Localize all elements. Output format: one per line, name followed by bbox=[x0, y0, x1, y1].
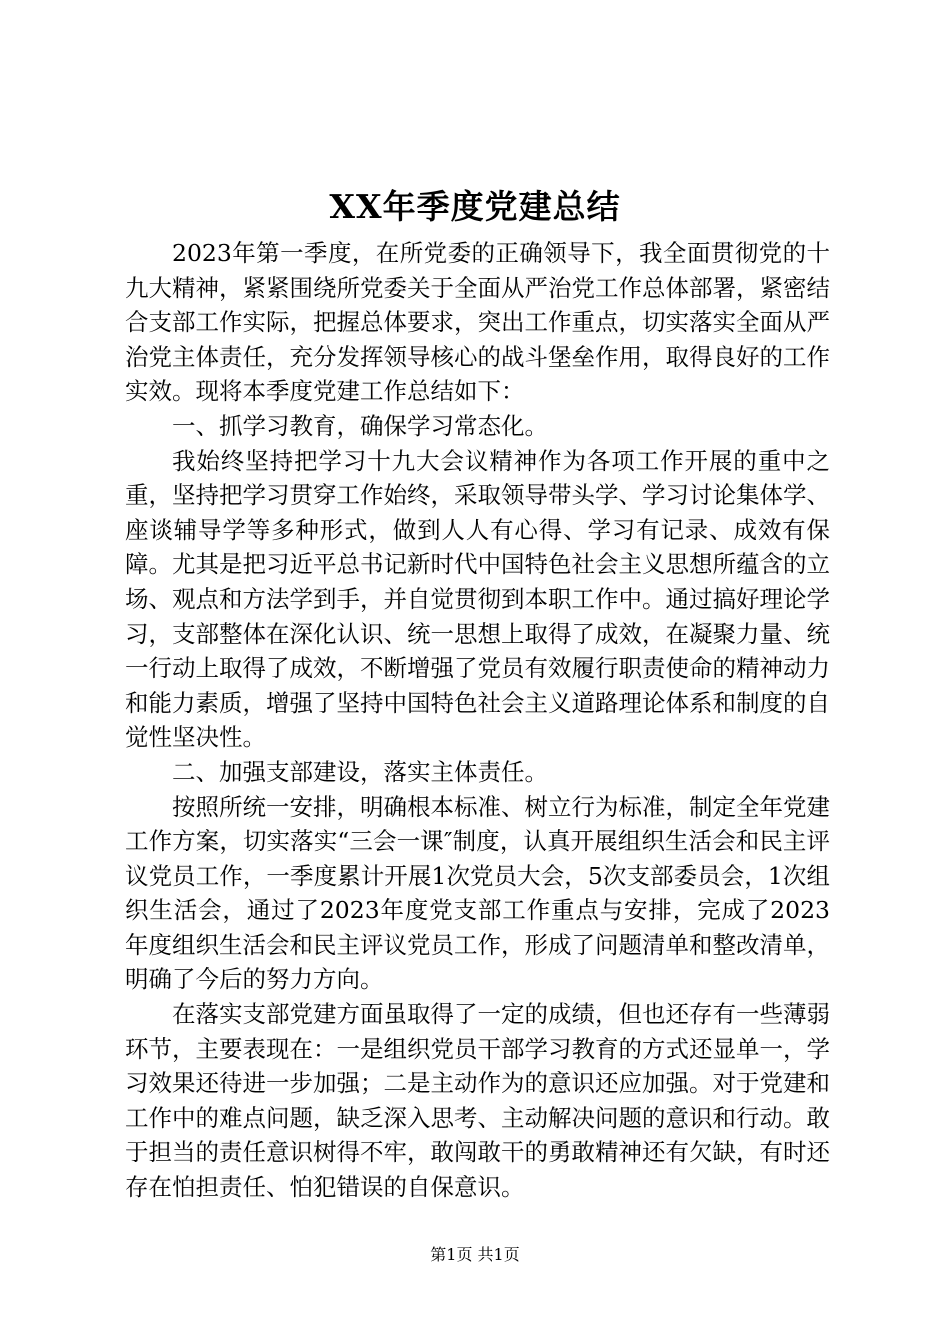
document-title: XX年季度党建总结 bbox=[329, 187, 621, 226]
section-heading-1: 一、抓学习教育，确保学习常态化。 bbox=[172, 411, 548, 440]
paragraph-study: 我始终坚持把学习十九大会议精神作为各项工作开展的重中之重，坚持把学习贯穿工作始终，采取领导带头学、学习讨论集体学、座谈辅导学等多种形式，做到人人有心得、学习有记录、成效有保障。尤其是把习近平总书记新时代中国特色社会主义思想所蕴含的立场、观点和方法学到手，并自觉贯彻到本职工作中。通过搞好理论学习，支部整体在深化认识、统一思想上取得了成效，在凝聚力量、统一行动上取得了成效，不断增强了党员有效履行职责使命的精神动力和能力素质，增强了坚持中国特色社会主义道路理论体系和制度的自觉性坚决性。 bbox=[125, 446, 830, 752]
paragraph-branch: 按照所统一安排，明确根本标准、树立行为标准，制定全年党建工作方案，切实落实“三会一课″制度，认真开展组织生活会和民主评议党员工作，一季度累计开展1次党员大会，5次支部委员会，1次组织生活会，通过了2023年度党支部工作重点与安排，完成了2023年度组织生活会和民主评议党员工作，形成了问题清单和整改清单，明确了今后的努力方向。 bbox=[125, 792, 830, 994]
document-body bbox=[125, 236, 830, 1205]
paragraph-weakness: 在落实支部党建方面虽取得了一定的成绩，但也还存有一些薄弱环节，主要表现在：一是组织党员干部学习教育的方式还显单一，学习效果还待进一步加强；二是主动作为的意识还应加强。对于党建和工作中的难点问题，缺乏深入思考、主动解决问题的意识和行动。敢于担当的责任意识树得不牢，敢闯敢干的勇敢精神还有欠缺，有时还存在怕担责任、怕犯错误的自保意识。 bbox=[125, 1000, 830, 1202]
section-heading-2: 二、加强支部建设，落实主体责任。 bbox=[172, 757, 548, 786]
paragraph-intro: 2023年第一季度，在所党委的正确领导下，我全面贯彻党的十九大精神，紧紧围绕所党委关于全面从严治党工作总体部署，紧密结合支部工作实际，把握总体要求，突出工作重点，切实落实全面从严治党主体责任，充分发挥领导核心的战斗堡垒作用，取得良好的工作实效。现将本季度党建工作总结如下： bbox=[125, 239, 830, 406]
page-footer: 第1页 共1页 bbox=[430, 1245, 520, 1264]
